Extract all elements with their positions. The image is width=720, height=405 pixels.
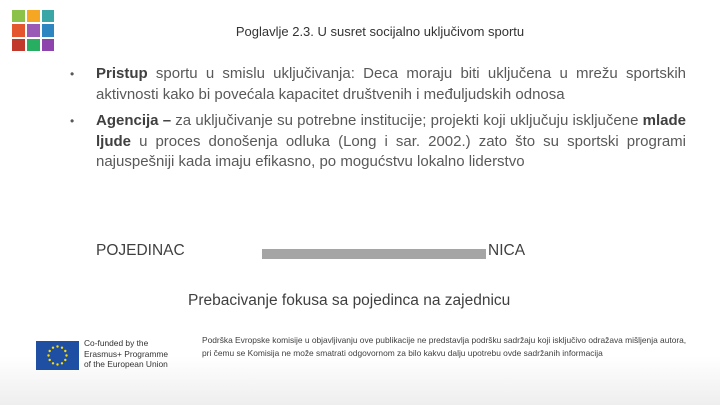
bullet-dot-icon: • xyxy=(70,114,75,128)
bullet-keyword: Agencija – xyxy=(96,112,172,129)
eu-logo-line: of the European Union xyxy=(84,359,168,369)
eu-logo-line: Erasmus+ Programme xyxy=(84,348,169,359)
bullet-list xyxy=(70,64,686,179)
bullet-text: u proces donošenja odluka (Long i sar. 2002.) zato što su sportski programi najuspešniji kada imaju efikasno, po mogućstvu lokalno liderstvo xyxy=(96,132,686,170)
eu-logo-line: Co-funded by the xyxy=(84,338,149,348)
eu-cofunded-logo xyxy=(36,336,186,376)
bullet-text: sportu u smislu uključivanja: Deca moraju biti uključena u mrežu sportskih aktivnosti kako bi povećala kapacitet društvenih i međuljudskih odnosa xyxy=(96,65,686,103)
slide-subtitle: Prebacivanje fokusa sa pojedinca na zajednicu xyxy=(188,292,511,309)
eu-disclaimer: Podrška Evropske komisije u objavljivanju ove publikacije ne predstavlja podršku sadržaju koji isključivo odražava mišljenja autora, pri čemu se Komisija ne može smatrati odgovornom za bilo kakvu dalju upotrebu ovde sadržanih informacija xyxy=(202,335,687,358)
bullet-item-pristup xyxy=(70,64,686,105)
eu-logo-text xyxy=(84,338,168,370)
flow-from-label: POJEDINAC xyxy=(96,242,185,259)
slide-title: Poglavlje 2.3. U susret socijalno uključivom sportu xyxy=(235,24,525,39)
bullet-keyword: mlade ljude xyxy=(96,112,686,150)
bullet-text: za uključivanje su potrebne institucije; projekti koji uključuju isključene xyxy=(171,112,643,129)
eu-flag-icon xyxy=(36,341,79,370)
bullet-keyword: Pristup xyxy=(96,65,148,82)
bullet-item-agencija xyxy=(70,111,686,173)
flow-to-label: NICA xyxy=(488,242,526,259)
project-logo-icon xyxy=(10,8,56,56)
arrow-right-icon xyxy=(262,249,486,259)
bullet-dot-icon: • xyxy=(70,67,75,81)
